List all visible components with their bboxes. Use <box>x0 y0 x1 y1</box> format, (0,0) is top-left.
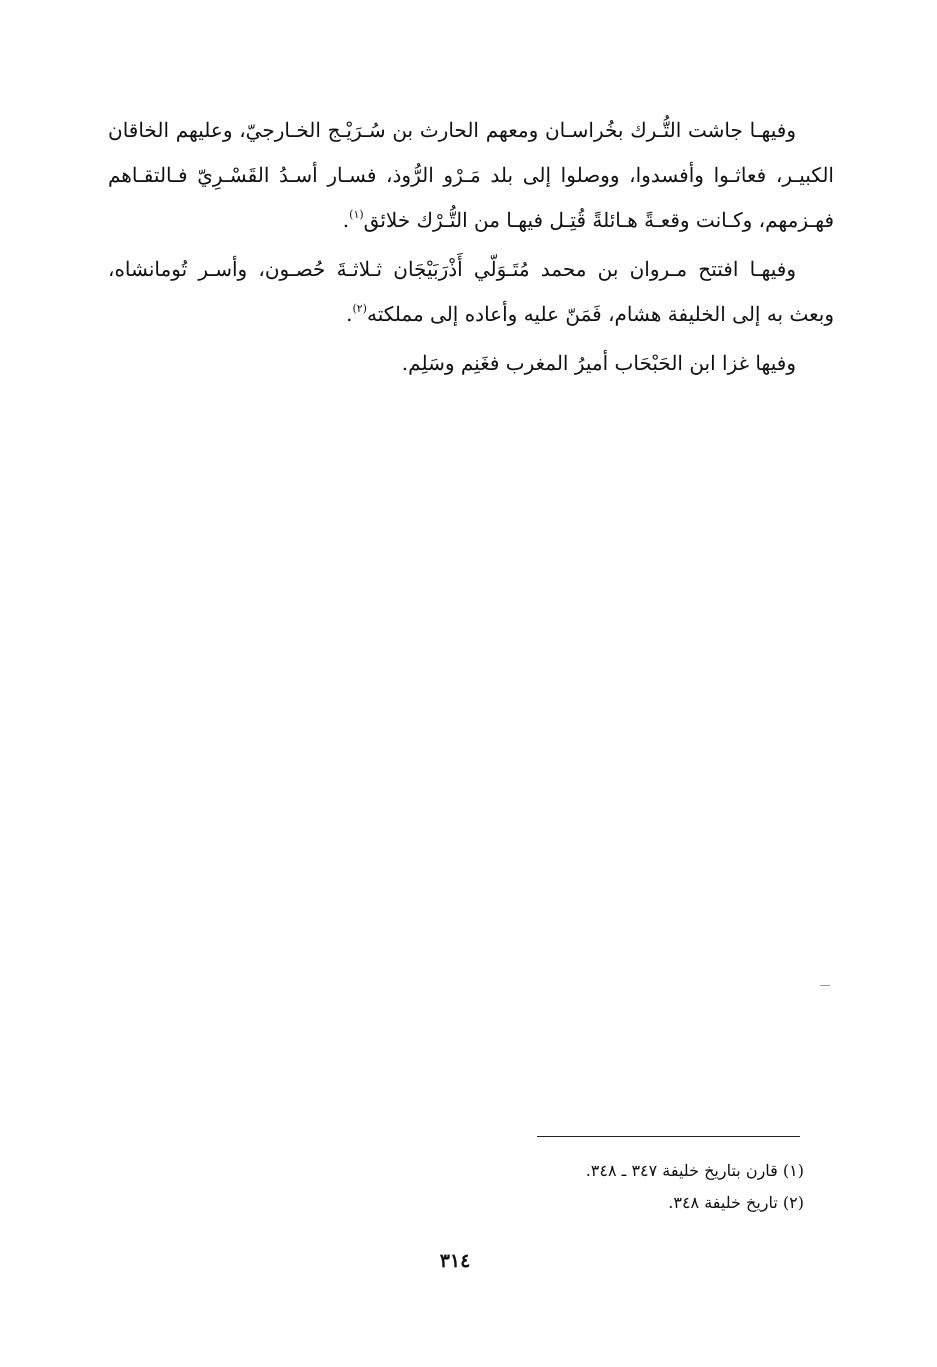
footnote-2: (٢) تاريخ خليفة ٣٤٨. <box>668 1193 804 1212</box>
paragraph-2 <box>108 247 834 337</box>
footnote-separator <box>537 1136 800 1137</box>
scan-speck <box>820 985 830 986</box>
paragraph-3-text: وفيها غزا ابن الحَبْحَاب أميرُ المغرب فغَنِم وسَلِم. <box>401 351 796 375</box>
main-text <box>108 108 834 386</box>
footnote-1: (١) قارن بتاريخ خليفة ٣٤٧ ـ ٣٤٨. <box>585 1161 804 1180</box>
page-number: ٣١٤ <box>439 1250 471 1272</box>
paragraph-2-text: وفيهـا افتتح مـروان بن محمد مُتَـوَلّي أَذْرَبَيْجَان ثـلاثـةَ حُصـون، وأسـر تُومانشاه، وبعث به إلى الخليفة هشام، فَمَنّ عليه وأعاده إلى مملكته <box>108 257 834 326</box>
paragraph-2-tail: . <box>346 302 353 326</box>
footnote-ref-1: (١) <box>349 208 364 221</box>
paragraph-3 <box>108 341 834 386</box>
footnote-ref-2: (٢) <box>352 302 367 315</box>
footnotes <box>420 1155 804 1219</box>
paragraph-1-tail: . <box>342 208 350 232</box>
paragraph-1 <box>108 108 834 243</box>
paragraph-1-text: وفيهـا جاشت التُّـرك بخُراسـان ومعهم الحارث بن سُـرَيْـج الخـارجيّ، وعليهم الخاقان الكبيـر، فعاثـوا وأفسدوا، ووصلوا إلى بلد مَـرْو الرُّوذ، فسـار أسـدُ القَسْـرِيّ فـالتقـاهم فهـزمهم، وكـانت وقعـةً هـائلةً قُتِـل فيهـا من التُّـرْك خلائق <box>108 118 834 232</box>
